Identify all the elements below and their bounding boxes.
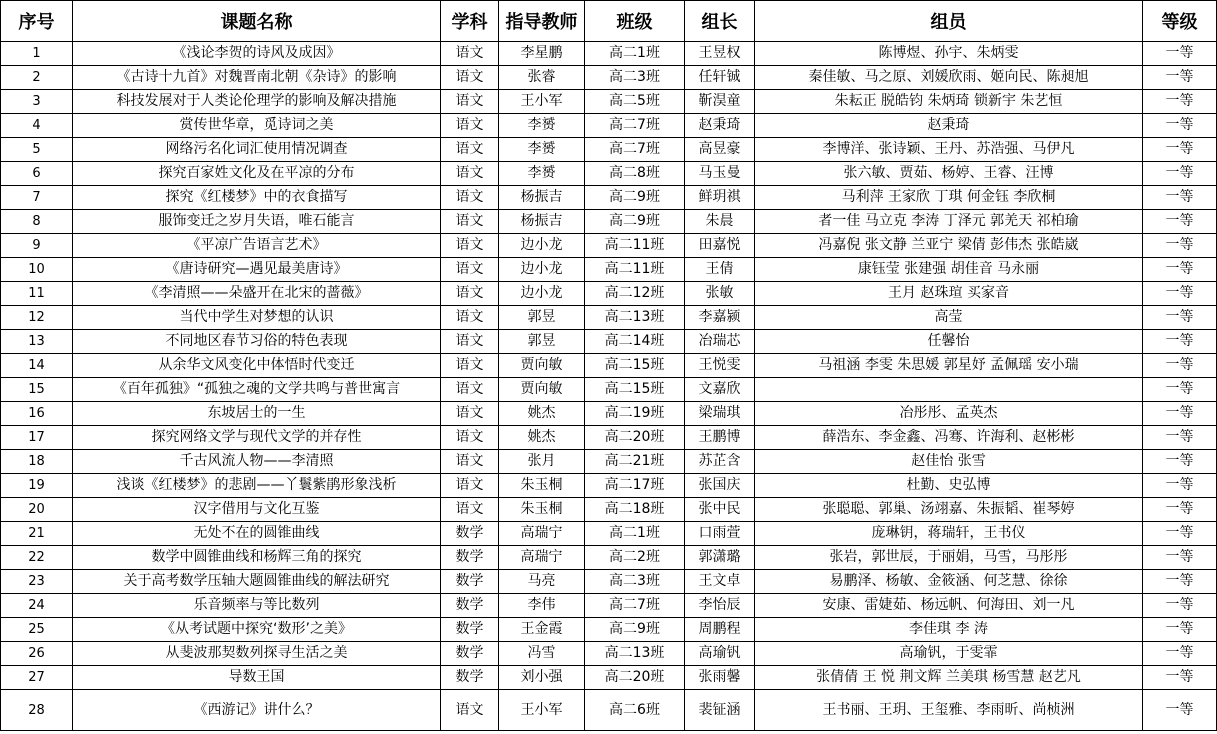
cell-class: 高二15班: [585, 378, 685, 402]
cell-leader: 张雨馨: [685, 666, 755, 690]
cell-subject: 数学: [441, 546, 499, 570]
cell-subject: 语文: [441, 234, 499, 258]
cell-grade: 一等: [1143, 330, 1217, 354]
cell-teacher: 李赟: [499, 138, 585, 162]
cell-class: 高二18班: [585, 498, 685, 522]
cell-teacher: 杨振吉: [499, 210, 585, 234]
cell-members: 朱耘正 脱皓钧 朱炳琦 锁新宇 朱艺恒: [755, 90, 1143, 114]
cell-teacher: 边小龙: [499, 234, 585, 258]
cell-subject: 语文: [441, 354, 499, 378]
cell-members: 张岩，郭世辰，于丽娟，马雪，马彤彤: [755, 546, 1143, 570]
cell-title: 《古诗十九首》对魏晋南北朝《杂诗》的影响: [73, 66, 441, 90]
cell-subject: 语文: [441, 114, 499, 138]
table-row: [1, 642, 1217, 666]
cell-grade: 一等: [1143, 570, 1217, 594]
cell-class: 高二19班: [585, 402, 685, 426]
cell-teacher: 边小龙: [499, 258, 585, 282]
cell-teacher: 姚杰: [499, 402, 585, 426]
header-row: [1, 1, 1217, 42]
cell-leader: 王昱权: [685, 42, 755, 66]
cell-grade: 一等: [1143, 594, 1217, 618]
cell-class: 高二6班: [585, 690, 685, 731]
cell-teacher: 李赟: [499, 162, 585, 186]
cell-teacher: 王小军: [499, 690, 585, 731]
cell-subject: 语文: [441, 474, 499, 498]
cell-teacher: 李星鹏: [499, 42, 585, 66]
table-row: [1, 162, 1217, 186]
cell-members: 薛浩东、李金鑫、冯骞、许海利、赵彬彬: [755, 426, 1143, 450]
cell-subject: 数学: [441, 618, 499, 642]
cell-leader: 裴钲涵: [685, 690, 755, 731]
cell-teacher: 李赟: [499, 114, 585, 138]
cell-members: 张倩倩 王 悦 荆文辉 兰美琪 杨雪慧 赵艺凡: [755, 666, 1143, 690]
cell-teacher: 高瑞宁: [499, 522, 585, 546]
cell-index: 11: [1, 282, 73, 306]
cell-class: 高二9班: [585, 186, 685, 210]
cell-title: 数学中圆锥曲线和杨辉三角的探究: [73, 546, 441, 570]
cell-grade: 一等: [1143, 402, 1217, 426]
cell-class: 高二9班: [585, 210, 685, 234]
cell-class: 高二20班: [585, 666, 685, 690]
cell-members: 安康、雷婕茹、杨远帆、何海田、刘一凡: [755, 594, 1143, 618]
cell-title: 东坡居士的一生: [73, 402, 441, 426]
cell-index: 21: [1, 522, 73, 546]
cell-index: 17: [1, 426, 73, 450]
table-row: [1, 426, 1217, 450]
cell-leader: 任轩铖: [685, 66, 755, 90]
cell-title: 从余华文风变化中体悟时代变迁: [73, 354, 441, 378]
cell-grade: 一等: [1143, 666, 1217, 690]
cell-members: 赵秉琦: [755, 114, 1143, 138]
cell-subject: 语文: [441, 90, 499, 114]
cell-index: 16: [1, 402, 73, 426]
table-row: [1, 42, 1217, 66]
cell-leader: 靳淏童: [685, 90, 755, 114]
cell-subject: 语文: [441, 66, 499, 90]
cell-leader: 高昱豪: [685, 138, 755, 162]
table-row: [1, 450, 1217, 474]
cell-leader: 口雨萱: [685, 522, 755, 546]
cell-index: 13: [1, 330, 73, 354]
cell-subject: 语文: [441, 138, 499, 162]
cell-subject: 语文: [441, 378, 499, 402]
cell-teacher: 朱玉桐: [499, 498, 585, 522]
cell-title: 不同地区春节习俗的特色表现: [73, 330, 441, 354]
cell-class: 高二14班: [585, 330, 685, 354]
cell-class: 高二1班: [585, 522, 685, 546]
cell-subject: 语文: [441, 282, 499, 306]
cell-teacher: 马亮: [499, 570, 585, 594]
cell-class: 高二11班: [585, 258, 685, 282]
cell-teacher: 姚杰: [499, 426, 585, 450]
cell-members: 马祖涵 李雯 朱思媛 郭星妤 孟佩瑶 安小瑞: [755, 354, 1143, 378]
table-row: [1, 114, 1217, 138]
cell-leader: 张国庆: [685, 474, 755, 498]
cell-teacher: 贾向敏: [499, 354, 585, 378]
cell-grade: 一等: [1143, 354, 1217, 378]
cell-teacher: 张睿: [499, 66, 585, 90]
cell-leader: 梁瑞琪: [685, 402, 755, 426]
cell-class: 高二21班: [585, 450, 685, 474]
cell-title: 《从考试题中探究‘数形’之美》: [73, 618, 441, 642]
cell-teacher: 高瑞宁: [499, 546, 585, 570]
cell-grade: 一等: [1143, 186, 1217, 210]
cell-class: 高二20班: [585, 426, 685, 450]
cell-grade: 一等: [1143, 642, 1217, 666]
table-row: [1, 330, 1217, 354]
cell-class: 高二12班: [585, 282, 685, 306]
table-row: [1, 594, 1217, 618]
cell-teacher: 杨振吉: [499, 186, 585, 210]
cell-class: 高二1班: [585, 42, 685, 66]
cell-members: 张六敏、贾茹、杨婷、王睿、汪博: [755, 162, 1143, 186]
cell-leader: 文嘉欣: [685, 378, 755, 402]
header-subject: 学科: [441, 1, 499, 42]
table-row: [1, 666, 1217, 690]
table-row: [1, 570, 1217, 594]
cell-leader: 苏芷含: [685, 450, 755, 474]
cell-title: 科技发展对于人类论伦理学的影响及解决措施: [73, 90, 441, 114]
cell-leader: 张中民: [685, 498, 755, 522]
table-row: [1, 618, 1217, 642]
cell-subject: 数学: [441, 666, 499, 690]
cell-grade: 一等: [1143, 90, 1217, 114]
cell-class: 高二13班: [585, 306, 685, 330]
cell-teacher: 刘小强: [499, 666, 585, 690]
header-members: 组员: [755, 1, 1143, 42]
cell-index: 3: [1, 90, 73, 114]
cell-class: 高二3班: [585, 66, 685, 90]
cell-grade: 一等: [1143, 114, 1217, 138]
cell-title: 《平凉广告语言艺术》: [73, 234, 441, 258]
cell-index: 25: [1, 618, 73, 642]
cell-members: 马利萍 王家欣 丁琪 何金钰 李欣桐: [755, 186, 1143, 210]
cell-index: 10: [1, 258, 73, 282]
cell-leader: 王悦雯: [685, 354, 755, 378]
cell-index: 1: [1, 42, 73, 66]
table-row: [1, 498, 1217, 522]
cell-members: 易鹏泽、杨敏、金筱涵、何芝慧、徐徐: [755, 570, 1143, 594]
cell-members: 任馨怡: [755, 330, 1143, 354]
cell-class: 高二3班: [585, 570, 685, 594]
cell-class: 高二8班: [585, 162, 685, 186]
header-grade: 等级: [1143, 1, 1217, 42]
cell-index: 5: [1, 138, 73, 162]
table-row: [1, 546, 1217, 570]
cell-subject: 语文: [441, 162, 499, 186]
cell-class: 高二5班: [585, 90, 685, 114]
table-row: [1, 90, 1217, 114]
cell-index: 7: [1, 186, 73, 210]
cell-title: 探究百家姓文化及在平凉的分布: [73, 162, 441, 186]
cell-index: 24: [1, 594, 73, 618]
cell-grade: 一等: [1143, 138, 1217, 162]
cell-title: 《李清照——朵盛开在北宋的蔷薇》: [73, 282, 441, 306]
cell-leader: 郭潇璐: [685, 546, 755, 570]
cell-title: 探究《红楼梦》中的衣食描写: [73, 186, 441, 210]
cell-index: 15: [1, 378, 73, 402]
cell-leader: 冶瑞芯: [685, 330, 755, 354]
cell-title: 《浅论李贺的诗风及成因》: [73, 42, 441, 66]
cell-teacher: 朱玉桐: [499, 474, 585, 498]
table-row: [1, 522, 1217, 546]
cell-grade: 一等: [1143, 498, 1217, 522]
cell-index: 23: [1, 570, 73, 594]
cell-teacher: 边小龙: [499, 282, 585, 306]
cell-title: 服饰变迁之岁月失语，唯石能言: [73, 210, 441, 234]
table-row: [1, 186, 1217, 210]
cell-title: 浅谈《红楼梦》的悲剧——丫鬟紫鹃形象浅析: [73, 474, 441, 498]
cell-class: 高二17班: [585, 474, 685, 498]
cell-members: 高莹: [755, 306, 1143, 330]
cell-grade: 一等: [1143, 618, 1217, 642]
cell-grade: 一等: [1143, 474, 1217, 498]
cell-subject: 数学: [441, 642, 499, 666]
cell-leader: 王文卓: [685, 570, 755, 594]
cell-grade: 一等: [1143, 210, 1217, 234]
cell-leader: 张敏: [685, 282, 755, 306]
table-row: [1, 690, 1217, 731]
cell-index: 2: [1, 66, 73, 90]
cell-leader: 高瑜钒: [685, 642, 755, 666]
cell-leader: 朱晨: [685, 210, 755, 234]
cell-subject: 数学: [441, 522, 499, 546]
cell-class: 高二7班: [585, 114, 685, 138]
cell-title: 网络污名化词汇使用情况调查: [73, 138, 441, 162]
cell-members: 杜勤、史弘博: [755, 474, 1143, 498]
cell-index: 14: [1, 354, 73, 378]
table-row: [1, 402, 1217, 426]
cell-grade: 一等: [1143, 234, 1217, 258]
cell-index: 22: [1, 546, 73, 570]
cell-subject: 语文: [441, 210, 499, 234]
header-index: 序号: [1, 1, 73, 42]
cell-title: 《西游记》讲什么？: [73, 690, 441, 731]
cell-leader: 田嘉悦: [685, 234, 755, 258]
cell-title: 汉字借用与文化互鉴: [73, 498, 441, 522]
cell-title: 《唐诗研究—遇见最美唐诗》: [73, 258, 441, 282]
cell-grade: 一等: [1143, 426, 1217, 450]
cell-members: 李博洋、张诗颖、王丹、苏浩强、马伊凡: [755, 138, 1143, 162]
cell-grade: 一等: [1143, 306, 1217, 330]
cell-class: 高二9班: [585, 618, 685, 642]
cell-leader: 王倩: [685, 258, 755, 282]
cell-grade: 一等: [1143, 282, 1217, 306]
cell-grade: 一等: [1143, 690, 1217, 731]
cell-members: 冯嘉倪 张文静 兰亚宁 梁倩 彭伟杰 张皓崴: [755, 234, 1143, 258]
cell-class: 高二7班: [585, 594, 685, 618]
header-class: 班级: [585, 1, 685, 42]
cell-teacher: 张月: [499, 450, 585, 474]
cell-grade: 一等: [1143, 162, 1217, 186]
cell-members: 王书丽、王玥、王玺雅、李雨昕、尚桢洲: [755, 690, 1143, 731]
cell-members: [755, 378, 1143, 402]
cell-index: 26: [1, 642, 73, 666]
table-row: [1, 258, 1217, 282]
cell-subject: 语文: [441, 306, 499, 330]
cell-teacher: 李伟: [499, 594, 585, 618]
cell-title: 赏传世华章，觅诗词之美: [73, 114, 441, 138]
cell-index: 8: [1, 210, 73, 234]
cell-title: 导数王国: [73, 666, 441, 690]
cell-grade: 一等: [1143, 66, 1217, 90]
cell-members: 陈博煜、孙宇、朱炳雯: [755, 42, 1143, 66]
cell-subject: 语文: [441, 258, 499, 282]
cell-subject: 语文: [441, 186, 499, 210]
cell-leader: 赵秉琦: [685, 114, 755, 138]
cell-subject: 语文: [441, 690, 499, 731]
cell-index: 27: [1, 666, 73, 690]
table-row: [1, 66, 1217, 90]
cell-title: 当代中学生对梦想的认识: [73, 306, 441, 330]
table-row: [1, 306, 1217, 330]
cell-title: 探究网络文学与现代文学的并存性: [73, 426, 441, 450]
cell-class: 高二11班: [585, 234, 685, 258]
cell-index: 28: [1, 690, 73, 731]
cell-index: 19: [1, 474, 73, 498]
table-row: [1, 354, 1217, 378]
cell-grade: 一等: [1143, 42, 1217, 66]
cell-grade: 一等: [1143, 258, 1217, 282]
table-row: [1, 378, 1217, 402]
cell-teacher: 郭昱: [499, 306, 585, 330]
cell-grade: 一等: [1143, 378, 1217, 402]
table-row: [1, 234, 1217, 258]
cell-members: 冶彤彤、孟英杰: [755, 402, 1143, 426]
cell-teacher: 郭昱: [499, 330, 585, 354]
cell-index: 6: [1, 162, 73, 186]
cell-class: 高二15班: [585, 354, 685, 378]
cell-leader: 鲜玥祺: [685, 186, 755, 210]
cell-teacher: 王小军: [499, 90, 585, 114]
cell-subject: 语文: [441, 402, 499, 426]
cell-leader: 周鹏程: [685, 618, 755, 642]
table-row: [1, 210, 1217, 234]
cell-subject: 数学: [441, 594, 499, 618]
cell-members: 者一佳 马立克 李涛 丁泽元 郭羌天 祁柏瑜: [755, 210, 1143, 234]
cell-title: 无处不在的圆锥曲线: [73, 522, 441, 546]
header-teacher: 指导教师: [499, 1, 585, 42]
cell-teacher: 冯雪: [499, 642, 585, 666]
cell-teacher: 贾向敏: [499, 378, 585, 402]
cell-leader: 李嘉颍: [685, 306, 755, 330]
cell-subject: 语文: [441, 42, 499, 66]
header-title: 课题名称: [73, 1, 441, 42]
cell-leader: 马玉曼: [685, 162, 755, 186]
cell-index: 12: [1, 306, 73, 330]
cell-leader: 李怡辰: [685, 594, 755, 618]
cell-index: 18: [1, 450, 73, 474]
table-row: [1, 138, 1217, 162]
cell-class: 高二7班: [585, 138, 685, 162]
cell-index: 20: [1, 498, 73, 522]
cell-leader: 王鹏博: [685, 426, 755, 450]
cell-members: 高瑜钒，于雯霏: [755, 642, 1143, 666]
cell-members: 庞琳钥，蒋瑞轩，王书仪: [755, 522, 1143, 546]
cell-subject: 数学: [441, 570, 499, 594]
cell-grade: 一等: [1143, 522, 1217, 546]
table-row: [1, 474, 1217, 498]
cell-title: 从斐波那契数列探寻生活之美: [73, 642, 441, 666]
cell-title: 乐音频率与等比数列: [73, 594, 441, 618]
cell-members: 王月 赵珠瑄 买家音: [755, 282, 1143, 306]
cell-members: 赵佳怡 张雪: [755, 450, 1143, 474]
cell-subject: 语文: [441, 450, 499, 474]
cell-teacher: 王金霞: [499, 618, 585, 642]
cell-class: 高二2班: [585, 546, 685, 570]
cell-members: 康钰莹 张建强 胡佳音 马永丽: [755, 258, 1143, 282]
cell-index: 4: [1, 114, 73, 138]
cell-members: 秦佳敏、马之原、刘媛欣雨、姬向民、陈昶旭: [755, 66, 1143, 90]
cell-class: 高二13班: [585, 642, 685, 666]
cell-grade: 一等: [1143, 450, 1217, 474]
cell-members: 张聪聪、郭巢、汤翊嘉、朱振韬、崔琴婷: [755, 498, 1143, 522]
table-row: [1, 282, 1217, 306]
cell-index: 9: [1, 234, 73, 258]
cell-subject: 语文: [441, 330, 499, 354]
cell-subject: 语文: [441, 426, 499, 450]
cell-title: 《百年孤独》“孤独之魂的文学共鸣与普世寓言: [73, 378, 441, 402]
cell-subject: 语文: [441, 498, 499, 522]
cell-grade: 一等: [1143, 546, 1217, 570]
header-leader: 组长: [685, 1, 755, 42]
cell-members: 李佳琪 李 涛: [755, 618, 1143, 642]
cell-title: 关于高考数学压轴大题圆锥曲线的解法研究: [73, 570, 441, 594]
cell-title: 千古风流人物——李清照: [73, 450, 441, 474]
